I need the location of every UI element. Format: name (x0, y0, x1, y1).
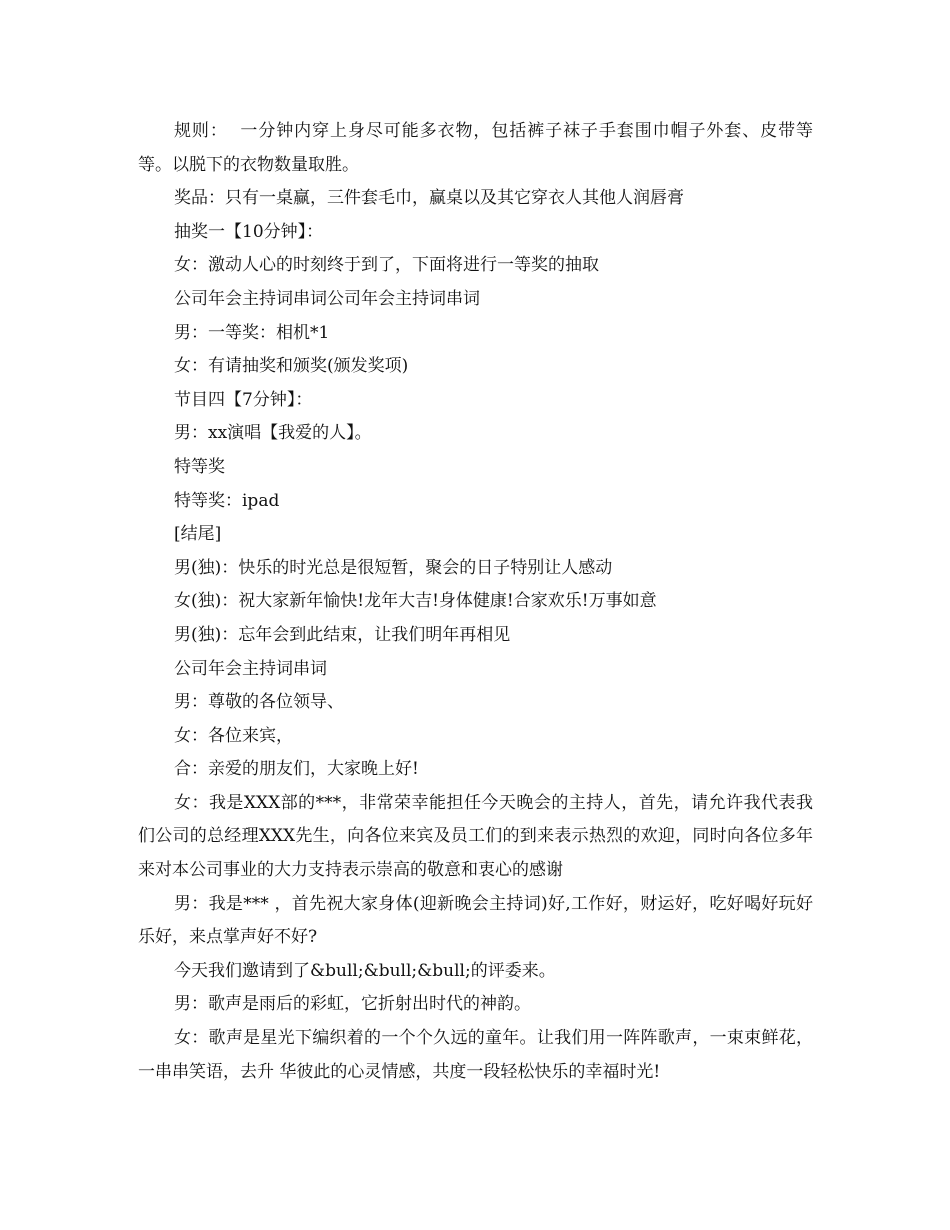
paragraph-joint-greeting: 合：亲爱的朋友们，大家晚上好! (174, 759, 419, 780)
paragraph-grand-prize: 特等奖 (174, 456, 225, 477)
paragraph-female-greeting: 女：各位来宾， (174, 725, 293, 746)
document-body (138, 115, 813, 1089)
paragraph-male-solo-1: 男(独)：快乐的时光总是很短暂，聚会的日子特别让人感动 (174, 557, 613, 578)
paragraph-heading-repeat: 公司年会主持词串词公司年会主持词串词 (174, 288, 480, 309)
paragraph-male-greeting: 男：尊敬的各位领导、 (174, 692, 344, 713)
paragraph-program-four: 节目四【7分钟】： (174, 389, 313, 410)
paragraph-award-invite: 女：有请抽奖和颁奖(颁发奖项) (174, 356, 409, 377)
paragraph-grand-prize-item: 特等奖：ipad (174, 490, 280, 511)
paragraph-female-lottery: 女：激动人心的时刻终于到了，下面将进行一等奖的抽取 (174, 255, 599, 276)
paragraph-male-intro: 男：我是*** ，首先祝大家身体(迎新晚会主持词)好,工作好，财运好，吃好喝好玩好乐好，来点掌声好不好? (138, 893, 813, 948)
paragraph-female-song-line: 女：歌声是星光下编织着的一个个久远的童年。让我们用一阵阵歌声，一束束鲜花，一串串笑语，去升 华彼此的心灵情感，共度一段轻松快乐的幸福时光! (138, 1028, 813, 1082)
paragraph-ending: [结尾] (174, 524, 222, 545)
paragraph-male-song: 男：xx演唱【我爱的人】。 (174, 423, 372, 444)
paragraph-prizes: 奖品：只有一桌赢，三件套毛巾，赢桌以及其它穿衣人其他人润唇膏 (174, 188, 684, 209)
paragraph-female-solo: 女(独)：祝大家新年愉快!龙年大吉!身体健康!合家欢乐!万事如意 (174, 591, 657, 612)
paragraph-female-intro: 女：我是XXX部的***，非常荣幸能担任今天晚会的主持人，首先，请允许我代表我们公司的总经理XXX先生，向各位来宾及员工们的到来表示热烈的欢迎，同时向各位多年来对本公司事业的大力支持表示崇高的敬意和衷心的感谢 (138, 792, 813, 881)
paragraph-section-title: 公司年会主持词串词 (174, 658, 327, 679)
paragraph-lottery-one: 抽奖一【10分钟】： (174, 221, 324, 242)
paragraph-rules: 规则： 一分钟内穿上身尽可能多衣物，包括裤子袜子手套围巾帽子外套、皮带等等。以脱下的衣物数量取胜。 (138, 121, 813, 175)
paragraph-judges: 今天我们邀请到了&bull;&bull;&bull;的评委来。 (174, 960, 556, 981)
paragraph-male-solo-2: 男(独)：忘年会到此结束，让我们明年再相见 (174, 624, 511, 645)
paragraph-male-song-line: 男：歌声是雨后的彩虹，它折射出时代的神韵。 (174, 994, 531, 1015)
paragraph-first-prize: 男：一等奖：相机*1 (174, 322, 330, 343)
